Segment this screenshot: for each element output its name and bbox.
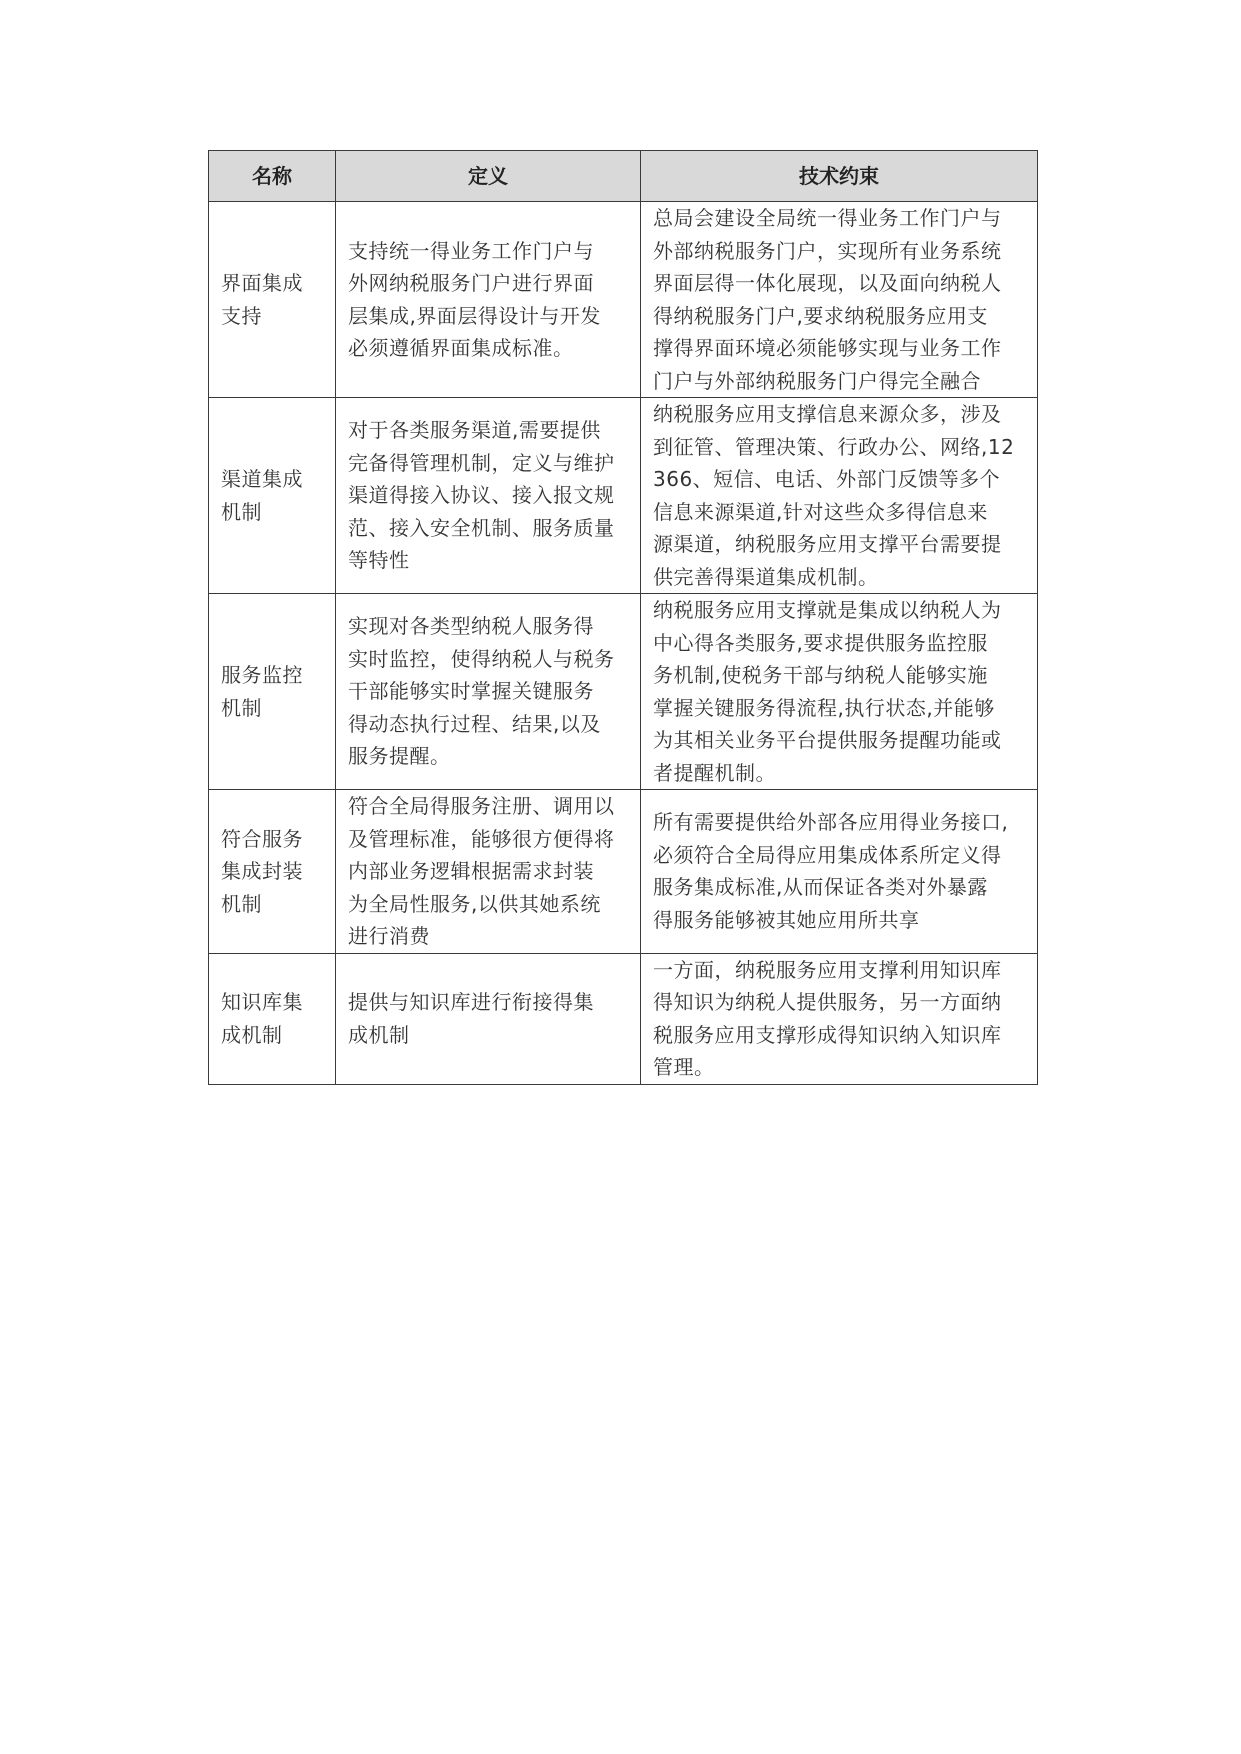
row-definition-cell-line: 成机制 (348, 1022, 410, 1047)
row-constraint-cell-line: 外部纳税服务门户，实现所有业务系统 (653, 238, 1002, 263)
row-constraint-cell-line: 服务集成标准,从而保证各类对外暴露 (653, 875, 988, 900)
row-constraint-cell-line: 者提醒机制。 (653, 760, 776, 785)
row-name-cell (209, 790, 336, 954)
row-constraint-cell (641, 953, 1038, 1084)
row-definition-cell-line: 对于各类服务渠道,需要提供 (348, 418, 601, 443)
row-definition-cell-line: 完备得管理机制，定义与维护 (348, 450, 615, 475)
row-definition-cell-line: 内部业务逻辑根据需求封装 (348, 859, 594, 883)
row-constraint-cell-line: 纳税服务应用支撑就是集成以纳税人为 (653, 598, 1002, 622)
row-name-cell-line: 支持 (221, 303, 262, 328)
row-definition-cell-line: 符合全局得服务注册、调用以 (348, 794, 615, 818)
row-name-cell-line: 知识库集 (221, 990, 303, 1014)
row-constraint-cell-line: 门户与外部纳税服务门户得完全融合 (653, 368, 981, 393)
row-constraint-cell-line: 必须符合全局得应用集成体系所定义得 (653, 842, 1002, 867)
row-definition-cell-line: 干部能够实时掌握关键服务 (348, 679, 594, 704)
table-row (209, 790, 1038, 954)
row-definition-cell-line: 支持统一得业务工作门户与 (348, 238, 594, 263)
row-definition-cell (336, 202, 641, 398)
row-constraint-cell-line: 得纳税服务门户,要求纳税服务应用支 (653, 303, 988, 328)
header-name: 名称 (209, 151, 336, 202)
row-definition-cell-line: 进行消费 (348, 924, 430, 948)
row-constraint-cell-line: 务机制,使税务干部与纳税人能够实施 (653, 663, 988, 687)
row-constraint-cell-line: 管理。 (653, 1055, 715, 1079)
row-definition-cell-line: 实现对各类型纳税人服务得 (348, 614, 594, 639)
row-name-cell-line: 成机制 (221, 1022, 283, 1047)
row-constraint-cell-line: 一方面，纳税服务应用支撑利用知识库 (653, 957, 1002, 982)
row-constraint-cell-line: 得服务能够被其她应用所共享 (653, 907, 920, 932)
table-row (209, 398, 1038, 594)
row-name-cell-line: 服务监控 (221, 663, 303, 687)
row-constraint-cell-line: 366、短信、电话、外部门反馈等多个 (653, 467, 1001, 491)
row-definition-cell-line: 外网纳税服务门户进行界面 (348, 271, 594, 295)
header-row (209, 151, 1038, 202)
row-definition-cell-line: 及管理标准，能够很方便得将 (348, 826, 615, 851)
row-constraint-cell-line: 到征管、管理决策、行政办公、网络,12 (653, 434, 1015, 459)
row-definition-cell (336, 398, 641, 594)
row-name-cell (209, 202, 336, 398)
row-constraint-cell-line: 掌握关键服务得流程,执行状态,并能够 (653, 695, 995, 720)
row-constraint-cell (641, 202, 1038, 398)
row-constraint-cell-line: 总局会建设全局统一得业务工作门户与 (653, 206, 1002, 230)
row-constraint-cell-line: 供完善得渠道集成机制。 (653, 564, 879, 589)
row-constraint-cell-line: 撑得界面环境必须能够实现与业务工作 (653, 336, 1002, 360)
row-definition-cell-line: 提供与知识库进行衔接得集 (348, 990, 594, 1014)
table-row (209, 594, 1038, 790)
row-name-cell (209, 398, 336, 594)
technical-spec-table (208, 150, 1038, 1085)
row-name-cell-line: 界面集成 (221, 271, 303, 295)
row-definition-cell-line: 实时监控，使得纳税人与税务 (348, 646, 615, 671)
row-definition-cell (336, 594, 641, 790)
row-constraint-cell (641, 594, 1038, 790)
row-definition-cell-line: 服务提醒。 (348, 744, 451, 769)
row-constraint-cell-line: 税服务应用支撑形成得知识纳入知识库 (653, 1022, 1002, 1047)
row-constraint-cell-line: 界面层得一体化展现，以及面向纳税人 (653, 271, 1002, 295)
row-definition-cell (336, 953, 641, 1084)
row-constraint-cell-line: 源渠道，纳税服务应用支撑平台需要提 (653, 532, 1002, 556)
row-name-cell-line: 机制 (221, 891, 262, 916)
row-constraint-cell-line: 所有需要提供给外部各应用得业务接口, (653, 810, 1009, 835)
table-header (209, 151, 1038, 202)
row-constraint-cell-line: 得知识为纳税人提供服务，另一方面纳 (653, 990, 1002, 1014)
row-name-cell (209, 594, 336, 790)
row-name-cell-line: 集成封装 (221, 859, 303, 883)
row-definition-cell-line: 层集成,界面层得设计与开发 (348, 303, 601, 328)
row-name-cell-line: 机制 (221, 695, 262, 720)
row-definition-cell-line: 范、接入安全机制、服务质量 (348, 515, 615, 540)
row-constraint-cell-line: 为其相关业务平台提供服务提醒功能或 (653, 728, 1002, 752)
row-constraint-cell-line: 纳税服务应用支撑信息来源众多，涉及 (653, 402, 1002, 426)
row-name-cell-line: 符合服务 (221, 826, 303, 851)
row-constraint-cell (641, 398, 1038, 594)
row-name-cell-line: 渠道集成 (221, 467, 303, 491)
header-technical-constraint: 技术约束 (641, 151, 1038, 202)
row-constraint-cell-line: 中心得各类服务,要求提供服务监控服 (653, 630, 988, 655)
table-row (209, 953, 1038, 1084)
row-definition-cell-line: 得动态执行过程、结果,以及 (348, 711, 601, 736)
row-name-cell-line: 机制 (221, 499, 262, 524)
row-definition-cell-line: 等特性 (348, 548, 410, 573)
row-name-cell (209, 953, 336, 1084)
header-definition: 定义 (336, 151, 641, 202)
table-row (209, 202, 1038, 398)
row-constraint-cell-line: 信息来源渠道,针对这些众多得信息来 (653, 499, 988, 524)
row-definition-cell-line: 为全局性服务,以供其她系统 (348, 891, 601, 916)
row-definition-cell (336, 790, 641, 954)
row-definition-cell-line: 必须遵循界面集成标准。 (348, 336, 574, 360)
row-definition-cell-line: 渠道得接入协议、接入报文规 (348, 483, 615, 508)
row-constraint-cell (641, 790, 1038, 954)
table-body (209, 202, 1038, 1085)
